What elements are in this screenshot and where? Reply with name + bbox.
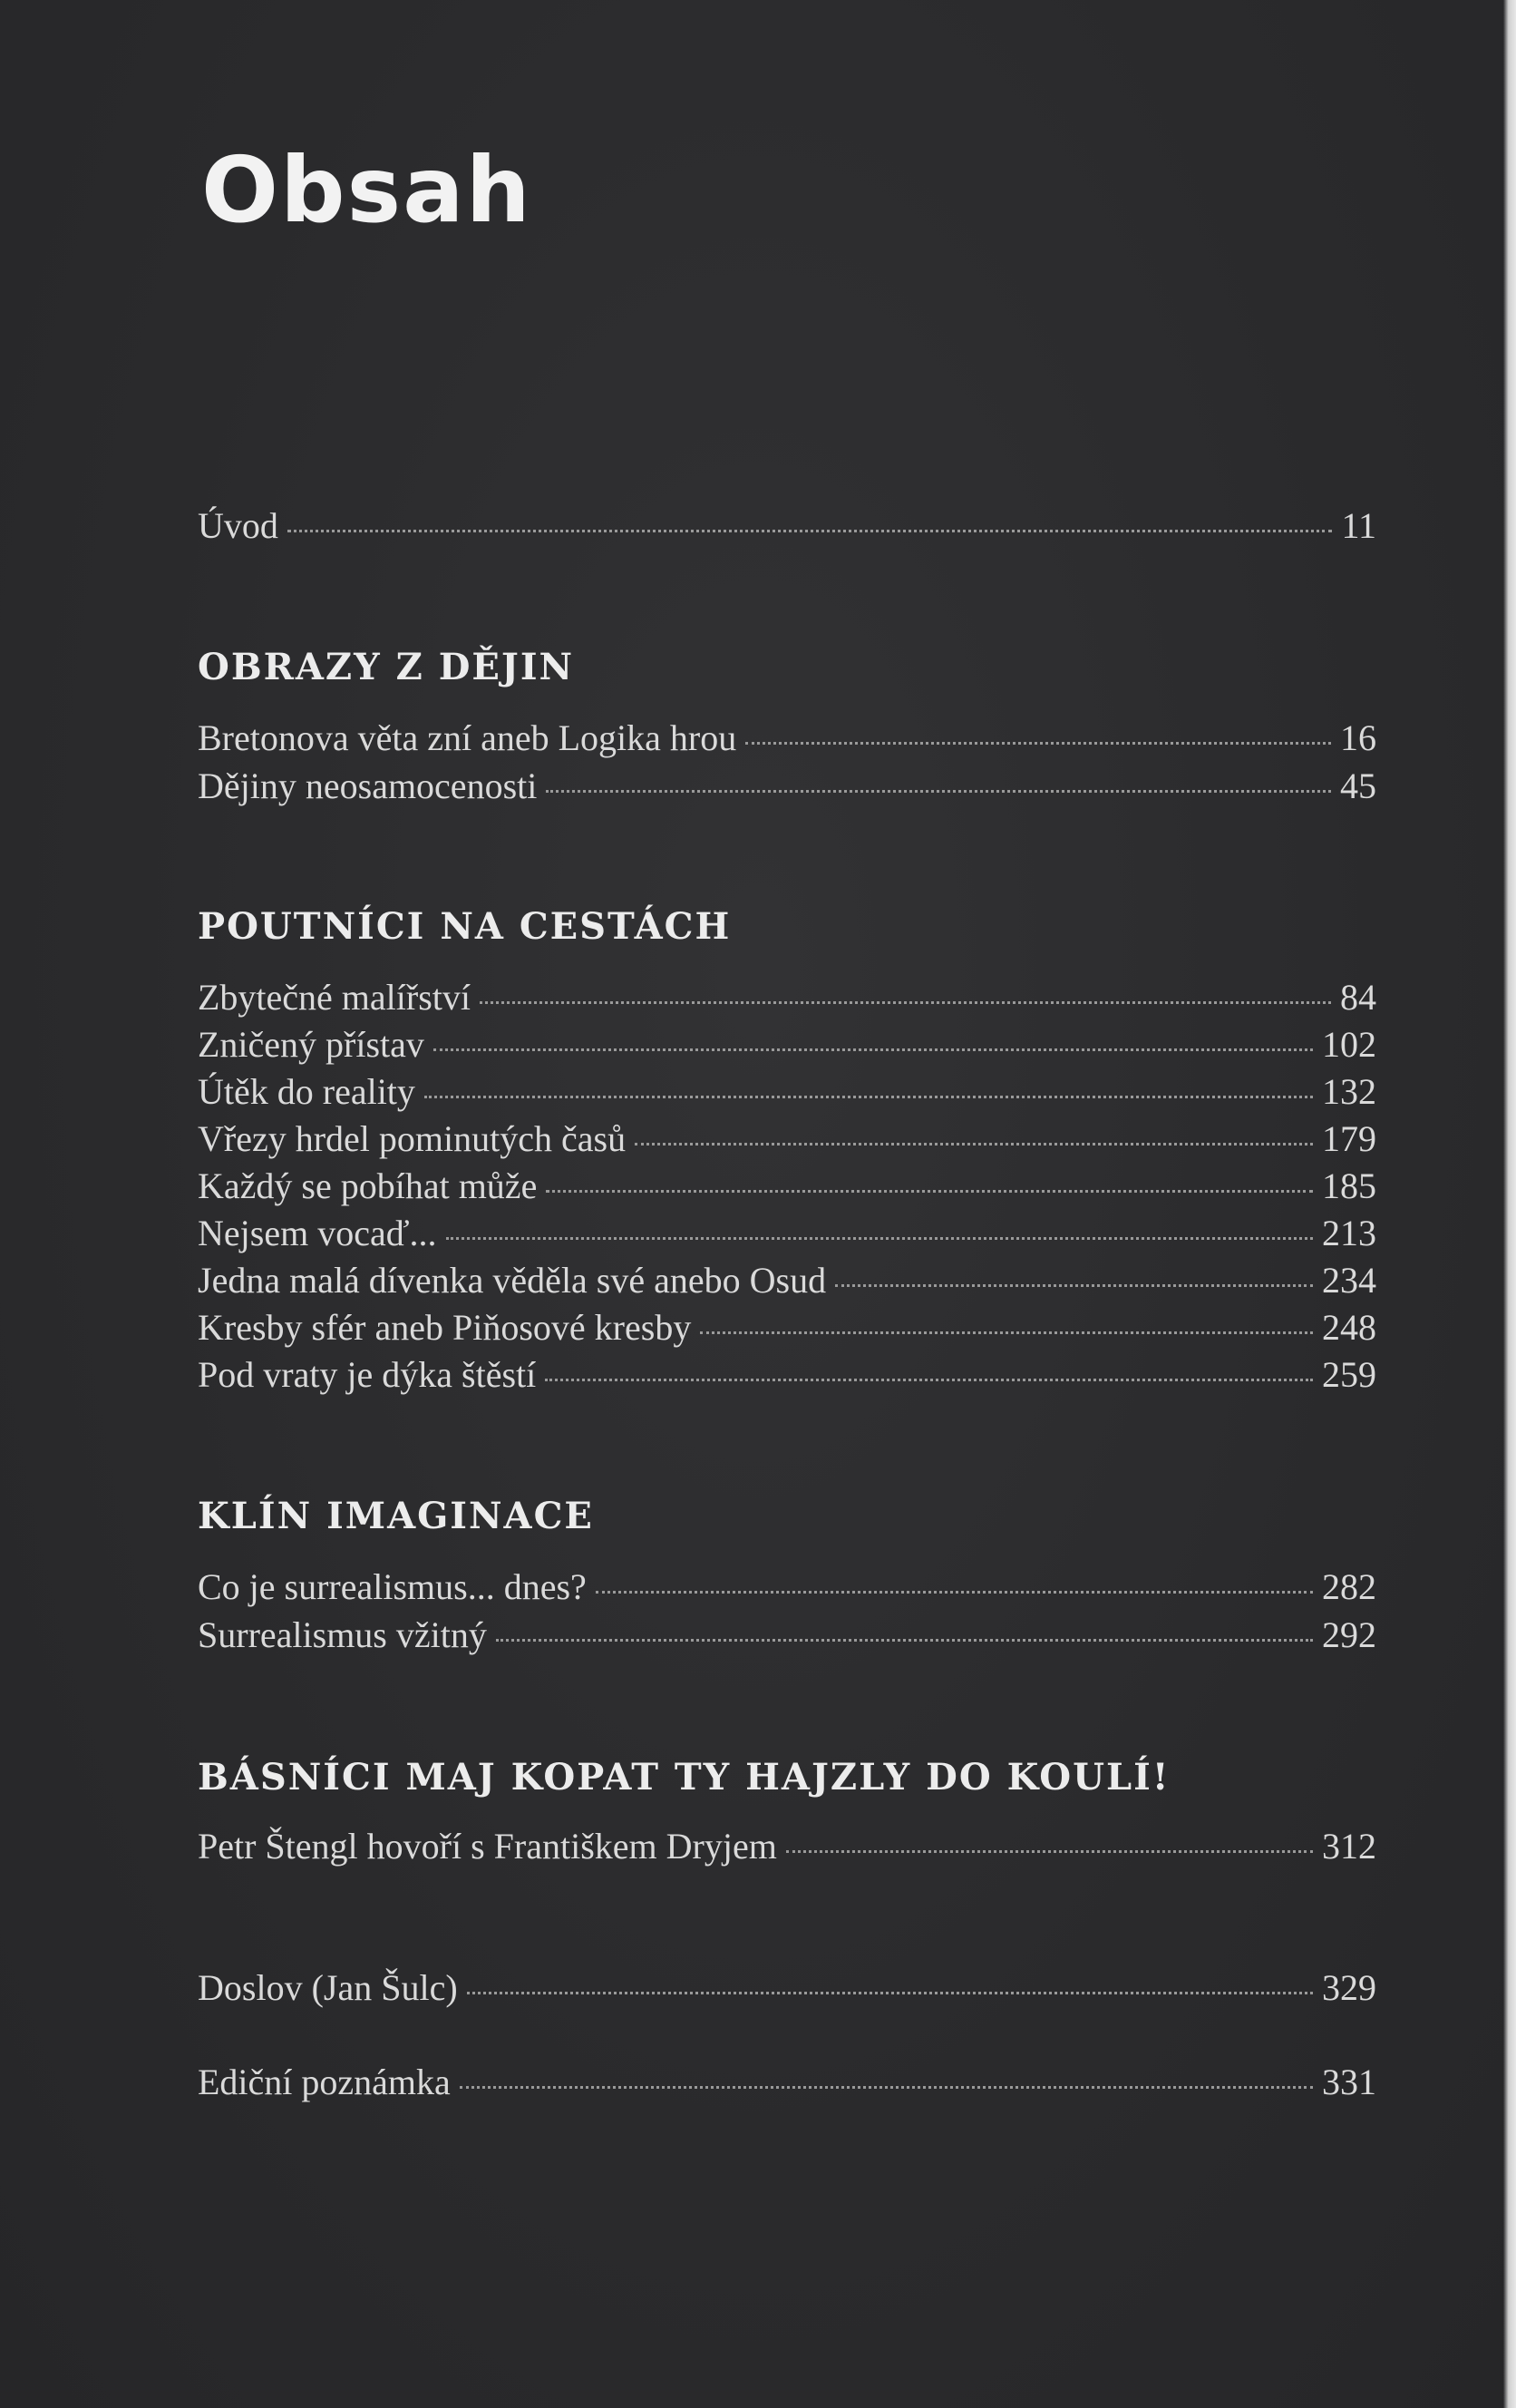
dot-leader bbox=[635, 1143, 1313, 1146]
toc-entry-page: 45 bbox=[1340, 765, 1376, 806]
toc-entry[interactable] bbox=[198, 1165, 1376, 1212]
toc-entry-intro[interactable] bbox=[198, 504, 1376, 551]
toc-entry[interactable] bbox=[198, 1353, 1376, 1400]
toc-entry-label: Zbytečné malířství bbox=[198, 977, 471, 1018]
toc-entry-label: Vřezy hrdel pominutých časů bbox=[198, 1118, 627, 1159]
toc-entry-editorial-note[interactable] bbox=[198, 2061, 1376, 2108]
toc-entry-page: 102 bbox=[1322, 1024, 1376, 1065]
section-heading: POUTNÍCI NA CESTÁCH bbox=[198, 905, 732, 948]
dot-leader bbox=[786, 1850, 1313, 1853]
dot-leader bbox=[433, 1048, 1313, 1051]
toc-entry-label: Nejsem vocaď... bbox=[198, 1213, 437, 1253]
toc-entry-afterword[interactable] bbox=[198, 1966, 1376, 2013]
toc-entry-page: 11 bbox=[1341, 505, 1376, 546]
toc-entry[interactable] bbox=[198, 1259, 1376, 1306]
toc-entry-page: 132 bbox=[1322, 1071, 1376, 1112]
dot-leader bbox=[835, 1284, 1313, 1287]
toc-entry[interactable] bbox=[198, 1565, 1376, 1613]
dot-leader bbox=[745, 742, 1331, 745]
toc-entry-label: Petr Štengl hovoří s Františkem Dryjem bbox=[198, 1826, 777, 1867]
dot-leader bbox=[496, 1639, 1313, 1642]
toc-entry-page: 84 bbox=[1340, 977, 1376, 1018]
dot-leader bbox=[446, 1237, 1313, 1240]
toc-entry-page: 331 bbox=[1322, 2062, 1376, 2102]
toc-entry-label: Ediční poznámka bbox=[198, 2062, 451, 2102]
toc-entry-label: Co je surrealismus... dnes? bbox=[198, 1566, 587, 1607]
section-heading: KLÍN IMAGINACE bbox=[198, 1495, 594, 1537]
toc-entry-page: 282 bbox=[1322, 1566, 1376, 1607]
toc-entry[interactable] bbox=[198, 1117, 1376, 1165]
dot-leader bbox=[545, 1379, 1313, 1381]
dot-leader bbox=[700, 1331, 1313, 1334]
toc-entry[interactable] bbox=[198, 1613, 1376, 1661]
toc-entry-page: 312 bbox=[1322, 1826, 1376, 1867]
dot-leader bbox=[546, 1190, 1313, 1193]
toc-entry-label: Surrealismus vžitný bbox=[198, 1614, 487, 1655]
dot-leader bbox=[460, 2086, 1313, 2089]
toc-entry-page: 16 bbox=[1340, 717, 1376, 758]
page-title: Obsah bbox=[201, 137, 532, 243]
toc-entry[interactable] bbox=[198, 1070, 1376, 1117]
toc-entry[interactable] bbox=[198, 976, 1376, 1023]
toc-entry-label: Doslov (Jan Šulc) bbox=[198, 1967, 458, 2008]
toc-entry-label: Jedna malá dívenka věděla své anebo Osud bbox=[198, 1260, 827, 1301]
dot-leader bbox=[424, 1096, 1313, 1098]
toc-entry-page: 213 bbox=[1322, 1213, 1376, 1253]
toc-entry-label: Úvod bbox=[198, 505, 278, 546]
toc-entry-label: Kresby sfér aneb Piňosové kresby bbox=[198, 1307, 692, 1348]
toc-entry-page: 259 bbox=[1322, 1354, 1376, 1395]
dot-leader bbox=[287, 530, 1333, 532]
section-heading: OBRAZY Z DĚJIN bbox=[198, 646, 575, 688]
dot-leader bbox=[546, 790, 1331, 793]
toc-entry[interactable] bbox=[198, 717, 1376, 764]
toc-entry[interactable] bbox=[198, 765, 1376, 812]
toc-entry-label: Dějiny neosamocenosti bbox=[198, 765, 538, 806]
toc-entry-page: 234 bbox=[1322, 1260, 1376, 1301]
toc-entry-label: Útěk do reality bbox=[198, 1071, 415, 1112]
toc-entry-page: 179 bbox=[1322, 1118, 1376, 1159]
page-edge bbox=[1503, 0, 1516, 2408]
toc-entry[interactable] bbox=[198, 1306, 1376, 1353]
toc-entry-page: 185 bbox=[1322, 1165, 1376, 1206]
toc-entry-page: 292 bbox=[1322, 1614, 1376, 1655]
toc-entry[interactable] bbox=[198, 1825, 1376, 1872]
toc-entry-page: 329 bbox=[1322, 1967, 1376, 2008]
toc-entry-label: Každý se pobíhat může bbox=[198, 1165, 538, 1206]
dot-leader bbox=[480, 1001, 1331, 1004]
section-heading: BÁSNÍCI MAJ KOPAT TY HAJZLY DO KOULÍ! bbox=[198, 1756, 1171, 1799]
toc-entry-label: Bretonova věta zní aneb Logika hrou bbox=[198, 717, 737, 758]
toc-entry-label: Zničený přístav bbox=[198, 1024, 424, 1065]
toc-entry[interactable] bbox=[198, 1212, 1376, 1259]
toc-entry-label: Pod vraty je dýka štěstí bbox=[198, 1354, 537, 1395]
dot-leader bbox=[467, 1992, 1313, 1994]
toc-entry-page: 248 bbox=[1322, 1307, 1376, 1348]
dot-leader bbox=[596, 1591, 1313, 1594]
toc-entry[interactable] bbox=[198, 1023, 1376, 1070]
